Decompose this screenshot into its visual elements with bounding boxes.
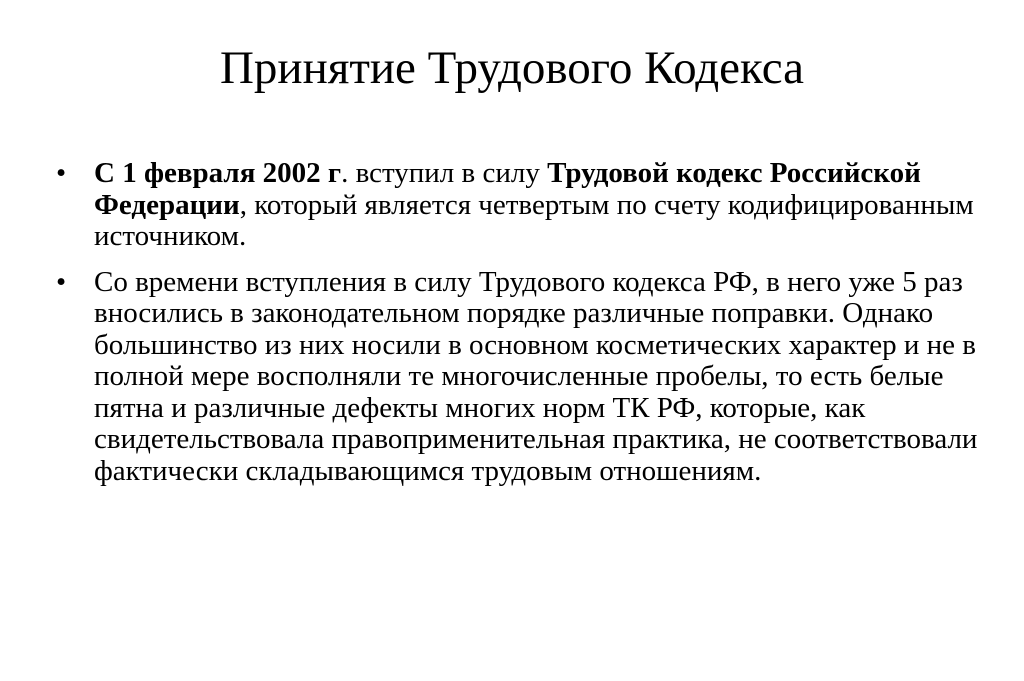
bullet-item-2 xyxy=(54,267,984,488)
bullet-1-bold-code: Трудовой кодекс Российской Федерации xyxy=(94,157,921,221)
bullet-1-text-a: . вступил в силу xyxy=(341,157,548,189)
bullet-icon: • xyxy=(56,157,67,189)
bullet-2-text: Со времени вступления в силу Трудового кодекса РФ, в него уже 5 раз вносились в законодательном порядке различные поправки. Однако большинство из них носили в основном косметических характер и не в полной мере восполняли те многочисленные пробелы, то есть белые пятна и различные дефекты многих норм ТК РФ, которые, как свидетельствовала правоприменительная практика, не соответствовали фактически складывающимся трудовым отношениям. xyxy=(94,265,978,487)
bullet-list xyxy=(54,158,984,501)
bullet-icon: • xyxy=(56,265,67,298)
bullet-item-1 xyxy=(54,158,984,253)
bullet-1-bold-date: С 1 февраля 2002 г xyxy=(94,157,342,189)
slide-title: Принятие Трудового Кодекса xyxy=(219,42,805,94)
bullet-1-text-b: , который является четвертым по счету кодифицированным источником. xyxy=(94,188,974,252)
